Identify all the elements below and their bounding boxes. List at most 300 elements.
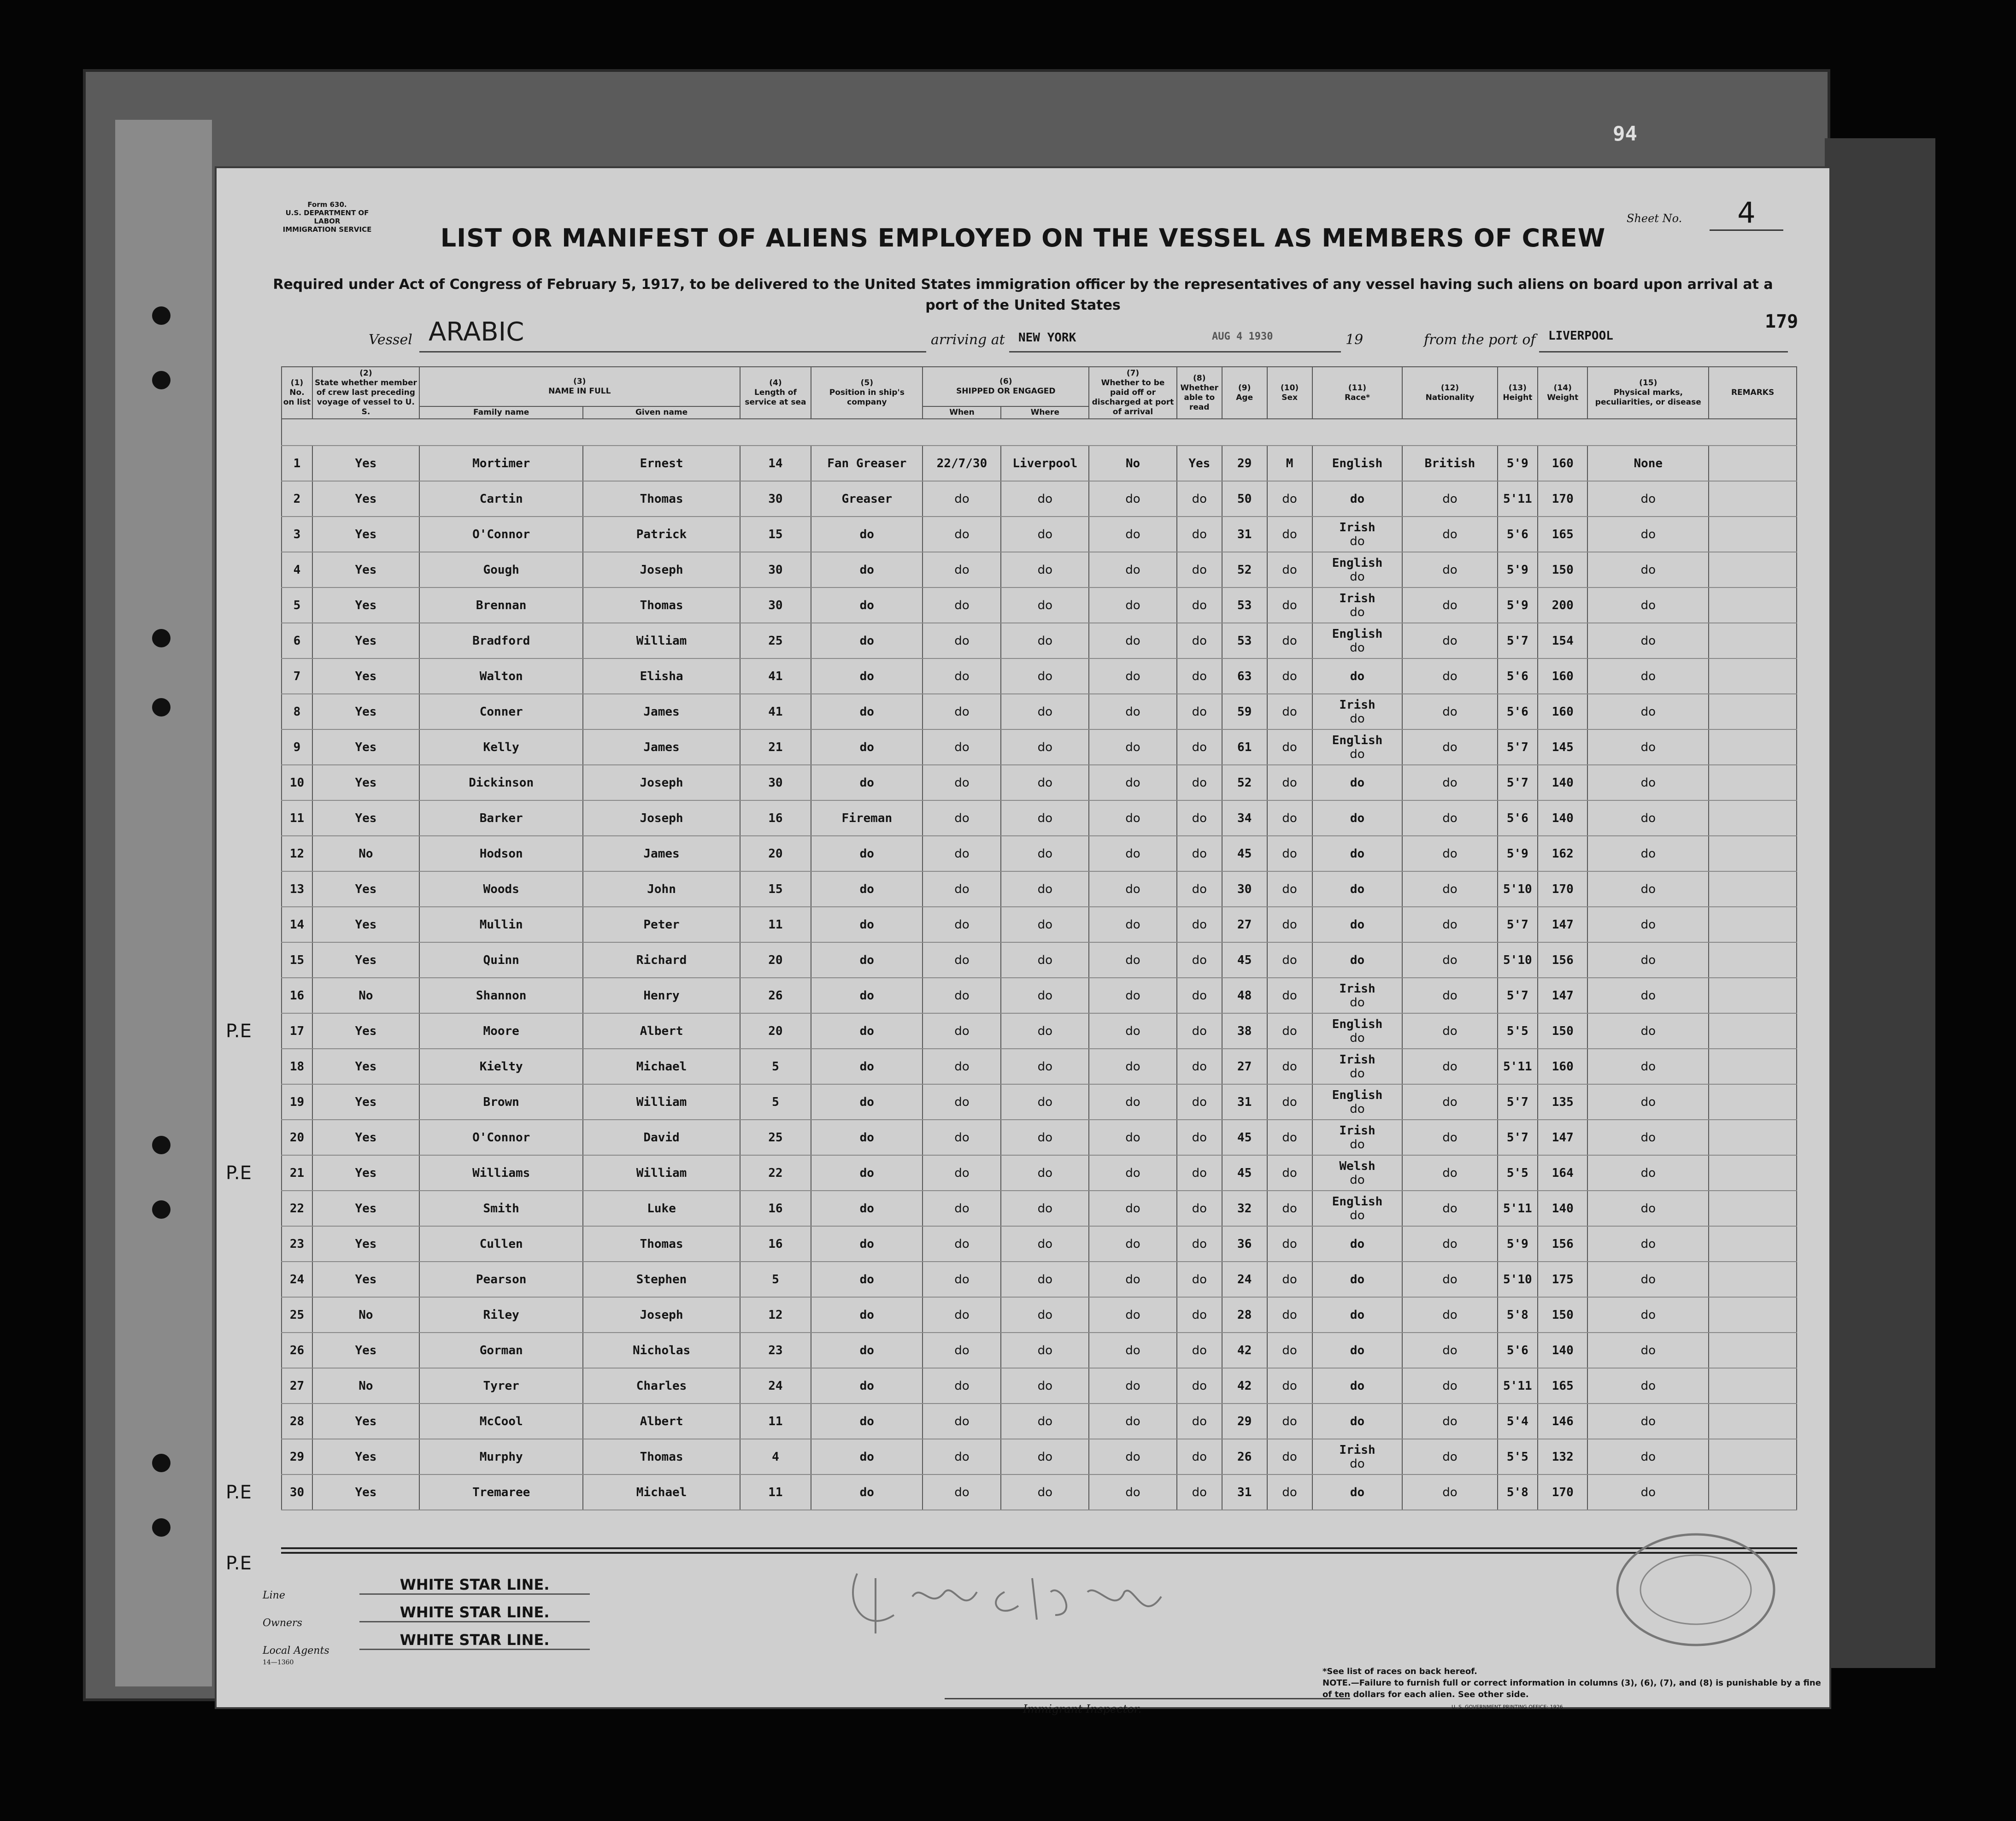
- cell-position: do: [811, 1297, 923, 1333]
- cell-marks: do: [1587, 658, 1709, 694]
- table-row: [282, 907, 1797, 942]
- table-row: [282, 1191, 1797, 1226]
- cell-service: 16: [740, 1226, 811, 1262]
- cell-sex: do: [1267, 1262, 1312, 1297]
- cell-where: do: [1001, 658, 1089, 694]
- agents-value: WHITE STAR LINE.: [359, 1631, 590, 1650]
- cell-family: O'Connor: [419, 517, 583, 552]
- cell-service: 16: [740, 1191, 811, 1226]
- cell-given: James: [583, 836, 740, 871]
- cell-where: do: [1001, 1226, 1089, 1262]
- cell-family: Moore: [419, 1013, 583, 1049]
- race-ditto: do: [1350, 712, 1365, 726]
- table-row: [282, 729, 1797, 765]
- cell-prev: Yes: [312, 552, 419, 587]
- cell-when: do: [923, 871, 1001, 907]
- cell-service: 11: [740, 1404, 811, 1439]
- cell-nationality: do: [1402, 1120, 1497, 1155]
- cell-age: 63: [1222, 658, 1267, 694]
- cell-position: Fan Greaser: [811, 446, 923, 481]
- race-value: do: [1350, 669, 1365, 683]
- col-physical-marks-header: (15) Physical marks, peculiarities, or disease: [1587, 367, 1709, 419]
- margin-note-pe: P.E: [226, 1163, 252, 1184]
- cell-prev: Yes: [312, 1404, 419, 1439]
- cell-height: 5'7: [1498, 765, 1538, 800]
- cell-weight: 200: [1538, 587, 1587, 623]
- cell-sex: do: [1267, 978, 1312, 1013]
- cell-race: [1312, 978, 1403, 1013]
- from-port-rule: [1539, 351, 1788, 352]
- race-value: do: [1350, 1343, 1365, 1357]
- cell-when: do: [923, 587, 1001, 623]
- cell-no: 8: [282, 694, 312, 729]
- cell-marks: do: [1587, 1013, 1709, 1049]
- binder-hole: [152, 1136, 170, 1154]
- cell-read: do: [1177, 836, 1222, 871]
- cell-paid: do: [1089, 1368, 1177, 1404]
- cell-race: [1312, 587, 1403, 623]
- cell-position: do: [811, 623, 923, 658]
- cell-where: do: [1001, 481, 1089, 517]
- cell-given: Albert: [583, 1404, 740, 1439]
- inspector-signature-line: [945, 1698, 1350, 1699]
- cell-race: [1312, 552, 1403, 587]
- cell-weight: 140: [1538, 1191, 1587, 1226]
- cell-read: do: [1177, 1474, 1222, 1510]
- col-remarks-header: REMARKS: [1709, 367, 1797, 419]
- cell-given: Richard: [583, 942, 740, 978]
- cell-nationality: do: [1402, 1155, 1497, 1191]
- cell-read: do: [1177, 1262, 1222, 1297]
- cell-where: do: [1001, 517, 1089, 552]
- cell-remarks: [1709, 587, 1797, 623]
- cell-height: 5'7: [1498, 729, 1538, 765]
- cell-sex: do: [1267, 871, 1312, 907]
- cell-prev: Yes: [312, 658, 419, 694]
- table-row: [282, 446, 1797, 481]
- race-value: do: [1350, 1414, 1365, 1428]
- cell-race: [1312, 1439, 1403, 1474]
- table-row: [282, 800, 1797, 836]
- cell-where: do: [1001, 1368, 1089, 1404]
- cell-given: Thomas: [583, 481, 740, 517]
- cell-sex: do: [1267, 1333, 1312, 1368]
- cell-sex: do: [1267, 1013, 1312, 1049]
- cell-sex: do: [1267, 729, 1312, 765]
- cell-position: do: [811, 978, 923, 1013]
- cell-position: do: [811, 1439, 923, 1474]
- cell-when: do: [923, 1404, 1001, 1439]
- cell-height: 5'11: [1498, 481, 1538, 517]
- cell-nationality: do: [1402, 1333, 1497, 1368]
- col-name-header: (3) NAME IN FULL: [419, 367, 740, 406]
- cell-marks: do: [1587, 1474, 1709, 1510]
- race-ditto: do: [1350, 1067, 1365, 1081]
- cell-service: 5: [740, 1262, 811, 1297]
- form-code: 14—1360: [263, 1659, 294, 1666]
- cell-race: [1312, 623, 1403, 658]
- cell-age: 32: [1222, 1191, 1267, 1226]
- line-value: WHITE STAR LINE.: [359, 1576, 590, 1595]
- cell-read: do: [1177, 1297, 1222, 1333]
- race-ditto: do: [1350, 1102, 1365, 1116]
- cell-paid: do: [1089, 552, 1177, 587]
- sheet-number-label: Sheet No.: [1627, 212, 1682, 225]
- cell-age: 53: [1222, 623, 1267, 658]
- cell-no: 9: [282, 729, 312, 765]
- cell-sex: do: [1267, 1155, 1312, 1191]
- table-row: [282, 1226, 1797, 1262]
- race-value: English: [1332, 1195, 1383, 1209]
- cell-weight: 160: [1538, 694, 1587, 729]
- cell-given: Thomas: [583, 587, 740, 623]
- cell-age: 45: [1222, 942, 1267, 978]
- cell-family: Kielty: [419, 1049, 583, 1084]
- cell-height: 5'7: [1498, 1084, 1538, 1120]
- cell-when: do: [923, 1013, 1001, 1049]
- cell-when: do: [923, 978, 1001, 1013]
- cell-when: do: [923, 907, 1001, 942]
- cell-given: John: [583, 871, 740, 907]
- cell-race: [1312, 907, 1403, 942]
- cell-age: 30: [1222, 871, 1267, 907]
- cell-when: do: [923, 481, 1001, 517]
- back-sheet-edge: [1825, 138, 1935, 1668]
- binder-hole: [152, 698, 170, 717]
- cell-position: do: [811, 729, 923, 765]
- cell-where: do: [1001, 623, 1089, 658]
- cell-read: do: [1177, 871, 1222, 907]
- cell-sex: do: [1267, 1439, 1312, 1474]
- race-value: do: [1350, 811, 1365, 825]
- cell-paid: do: [1089, 800, 1177, 836]
- cell-weight: 164: [1538, 1155, 1587, 1191]
- page-subtitle: Required under Act of Congress of February 5, 1917, to be delivered to the United States immigration officer by the representatives of any vessel having such aliens on board upon arrival at a port of the United States: [273, 276, 1773, 313]
- cell-remarks: [1709, 836, 1797, 871]
- cell-weight: 170: [1538, 871, 1587, 907]
- cell-service: 30: [740, 552, 811, 587]
- cell-age: 42: [1222, 1368, 1267, 1404]
- cell-given: Stephen: [583, 1262, 740, 1297]
- cell-position: do: [811, 1226, 923, 1262]
- cell-position: do: [811, 1474, 923, 1510]
- cell-weight: 132: [1538, 1439, 1587, 1474]
- vessel-label: Vessel: [369, 332, 412, 348]
- cell-position: do: [811, 1368, 923, 1404]
- cell-read: do: [1177, 765, 1222, 800]
- cell-family: Riley: [419, 1297, 583, 1333]
- cell-when: do: [923, 942, 1001, 978]
- col-age-header: (9) Age: [1222, 367, 1267, 419]
- cell-marks: None: [1587, 446, 1709, 481]
- cell-marks: do: [1587, 587, 1709, 623]
- cell-age: 59: [1222, 694, 1267, 729]
- cell-remarks: [1709, 765, 1797, 800]
- race-value: do: [1350, 492, 1365, 506]
- race-ditto: do: [1350, 535, 1365, 548]
- cell-where: do: [1001, 871, 1089, 907]
- cell-service: 4: [740, 1439, 811, 1474]
- cell-sex: do: [1267, 587, 1312, 623]
- cell-paid: do: [1089, 729, 1177, 765]
- cell-family: Bradford: [419, 623, 583, 658]
- cell-height: 5'6: [1498, 658, 1538, 694]
- cell-family: O'Connor: [419, 1120, 583, 1155]
- cell-paid: do: [1089, 694, 1177, 729]
- vessel-name: ARABIC: [429, 317, 524, 347]
- cell-family: Shannon: [419, 978, 583, 1013]
- cell-service: 26: [740, 978, 811, 1013]
- cell-nationality: do: [1402, 836, 1497, 871]
- cell-remarks: [1709, 1297, 1797, 1333]
- cell-no: 18: [282, 1049, 312, 1084]
- cell-service: 20: [740, 1013, 811, 1049]
- cell-height: 5'5: [1498, 1439, 1538, 1474]
- cell-marks: do: [1587, 1368, 1709, 1404]
- cell-given: James: [583, 694, 740, 729]
- cell-nationality: do: [1402, 1262, 1497, 1297]
- cell-sex: do: [1267, 1297, 1312, 1333]
- cell-family: Hodson: [419, 836, 583, 871]
- cell-age: 53: [1222, 587, 1267, 623]
- cell-family: Cullen: [419, 1226, 583, 1262]
- race-ditto: do: [1350, 1138, 1365, 1151]
- cell-race: [1312, 1262, 1403, 1297]
- cell-marks: do: [1587, 871, 1709, 907]
- cell-service: 11: [740, 1474, 811, 1510]
- cell-prev: Yes: [312, 800, 419, 836]
- cell-service: 20: [740, 836, 811, 871]
- cell-service: 20: [740, 942, 811, 978]
- cell-no: 2: [282, 481, 312, 517]
- cell-age: 27: [1222, 907, 1267, 942]
- cell-given: Albert: [583, 1013, 740, 1049]
- cell-when: do: [923, 729, 1001, 765]
- cell-no: 7: [282, 658, 312, 694]
- cell-nationality: do: [1402, 517, 1497, 552]
- cell-no: 12: [282, 836, 312, 871]
- cell-read: do: [1177, 942, 1222, 978]
- cell-position: do: [811, 517, 923, 552]
- cell-age: 50: [1222, 481, 1267, 517]
- cell-given: Joseph: [583, 1297, 740, 1333]
- cell-age: 31: [1222, 517, 1267, 552]
- cell-remarks: [1709, 446, 1797, 481]
- table-row: [282, 1155, 1797, 1191]
- cell-when: do: [923, 1439, 1001, 1474]
- table-row: [282, 517, 1797, 552]
- cell-where: do: [1001, 1333, 1089, 1368]
- line-label: Line: [263, 1590, 285, 1601]
- cell-no: 11: [282, 800, 312, 836]
- cell-height: 5'6: [1498, 800, 1538, 836]
- race-value: do: [1350, 882, 1365, 896]
- cell-remarks: [1709, 729, 1797, 765]
- binder-hole: [152, 306, 170, 325]
- cell-remarks: [1709, 1120, 1797, 1155]
- cell-given: Joseph: [583, 552, 740, 587]
- cell-family: McCool: [419, 1404, 583, 1439]
- cell-read: do: [1177, 552, 1222, 587]
- cell-race: [1312, 765, 1403, 800]
- cell-height: 5'6: [1498, 1333, 1538, 1368]
- cell-when: do: [923, 1084, 1001, 1120]
- manifest-page: [217, 168, 1829, 1715]
- table-end-rule-2: [281, 1552, 1797, 1554]
- col-sex-header: (10) Sex: [1267, 367, 1312, 419]
- race-value: do: [1350, 1485, 1365, 1499]
- cell-marks: do: [1587, 1333, 1709, 1368]
- cell-family: Murphy: [419, 1439, 583, 1474]
- cell-marks: do: [1587, 907, 1709, 942]
- cell-given: Michael: [583, 1474, 740, 1510]
- cell-nationality: do: [1402, 978, 1497, 1013]
- cell-position: do: [811, 1155, 923, 1191]
- cell-given: Peter: [583, 907, 740, 942]
- cell-weight: 146: [1538, 1404, 1587, 1439]
- cell-age: 38: [1222, 1013, 1267, 1049]
- from-port: LIVERPOOL: [1548, 329, 1613, 343]
- cell-sex: do: [1267, 552, 1312, 587]
- cell-no: 3: [282, 517, 312, 552]
- cell-nationality: do: [1402, 765, 1497, 800]
- cell-no: 23: [282, 1226, 312, 1262]
- cell-weight: 147: [1538, 1120, 1587, 1155]
- race-ditto: do: [1350, 641, 1365, 655]
- cell-read: do: [1177, 1120, 1222, 1155]
- cell-prev: Yes: [312, 1226, 419, 1262]
- cell-service: 14: [740, 446, 811, 481]
- cell-marks: do: [1587, 836, 1709, 871]
- race-value: English: [1332, 627, 1383, 641]
- cell-no: 6: [282, 623, 312, 658]
- cell-family: Gough: [419, 552, 583, 587]
- cell-sex: do: [1267, 1226, 1312, 1262]
- cell-family: Kelly: [419, 729, 583, 765]
- table-row: [282, 552, 1797, 587]
- cell-read: do: [1177, 1333, 1222, 1368]
- cell-no: 17: [282, 1013, 312, 1049]
- col-read-header: (8) Whether able to read: [1177, 367, 1222, 419]
- cell-service: 5: [740, 1084, 811, 1120]
- race-ditto: do: [1350, 605, 1365, 619]
- cell-height: 5'9: [1498, 552, 1538, 587]
- cell-service: 24: [740, 1368, 811, 1404]
- cell-marks: do: [1587, 1404, 1709, 1439]
- cell-race: [1312, 694, 1403, 729]
- cell-prev: Yes: [312, 481, 419, 517]
- cell-race: [1312, 1333, 1403, 1368]
- cell-prev: Yes: [312, 1262, 419, 1297]
- cell-read: do: [1177, 907, 1222, 942]
- cell-remarks: [1709, 481, 1797, 517]
- cell-height: 5'9: [1498, 836, 1538, 871]
- cell-paid: do: [1089, 1262, 1177, 1297]
- cell-age: 27: [1222, 1049, 1267, 1084]
- cell-sex: do: [1267, 1084, 1312, 1120]
- cell-when: do: [923, 836, 1001, 871]
- cell-position: do: [811, 871, 923, 907]
- cell-when: do: [923, 517, 1001, 552]
- cell-where: do: [1001, 836, 1089, 871]
- cell-given: Ernest: [583, 446, 740, 481]
- cell-when: do: [923, 1155, 1001, 1191]
- cell-prev: Yes: [312, 1013, 419, 1049]
- cell-service: 25: [740, 623, 811, 658]
- cell-nationality: do: [1402, 1404, 1497, 1439]
- arriving-port: NEW YORK: [1018, 331, 1076, 345]
- table-row: [282, 1262, 1797, 1297]
- cell-marks: do: [1587, 1439, 1709, 1474]
- cell-paid: do: [1089, 1191, 1177, 1226]
- cell-race: [1312, 942, 1403, 978]
- cell-age: 24: [1222, 1262, 1267, 1297]
- cell-when: do: [923, 552, 1001, 587]
- owners-label: Owners: [263, 1617, 302, 1629]
- cell-race: [1312, 1368, 1403, 1404]
- cell-no: 30: [282, 1474, 312, 1510]
- cell-paid: do: [1089, 1439, 1177, 1474]
- cell-weight: 150: [1538, 552, 1587, 587]
- cell-read: do: [1177, 623, 1222, 658]
- cell-given: Charles: [583, 1368, 740, 1404]
- cell-remarks: [1709, 694, 1797, 729]
- cell-prev: Yes: [312, 623, 419, 658]
- cell-given: Henry: [583, 978, 740, 1013]
- cell-read: do: [1177, 1404, 1222, 1439]
- cell-when: do: [923, 765, 1001, 800]
- cell-read: do: [1177, 729, 1222, 765]
- cell-height: 5'8: [1498, 1297, 1538, 1333]
- cell-age: 29: [1222, 446, 1267, 481]
- binder-strip: [115, 120, 212, 1686]
- cell-given: William: [583, 1155, 740, 1191]
- cell-position: do: [811, 942, 923, 978]
- cell-height: 5'6: [1498, 694, 1538, 729]
- vessel-name-rule: [419, 351, 926, 352]
- binder-hole: [152, 629, 170, 647]
- cell-remarks: [1709, 978, 1797, 1013]
- binder-hole: [152, 1454, 170, 1472]
- cell-race: [1312, 517, 1403, 552]
- cell-service: 11: [740, 907, 811, 942]
- arriving-label: arriving at: [931, 332, 1005, 348]
- cell-weight: 170: [1538, 1474, 1587, 1510]
- cell-weight: 147: [1538, 978, 1587, 1013]
- cell-where: do: [1001, 1474, 1089, 1510]
- footnote-penalty: NOTE.—Failure to furnish full or correct information in columns (3), (6), (7), and (8) is punishable by a fine of ten dollars for each alien. See other side.: [1322, 1678, 1821, 1699]
- cell-prev: Yes: [312, 694, 419, 729]
- cell-paid: do: [1089, 1013, 1177, 1049]
- race-ditto: do: [1350, 996, 1365, 1010]
- cell-race: [1312, 1120, 1403, 1155]
- cell-height: 5'7: [1498, 1120, 1538, 1155]
- cell-read: Yes: [1177, 446, 1222, 481]
- owners-value: WHITE STAR LINE.: [359, 1604, 590, 1622]
- cell-marks: do: [1587, 942, 1709, 978]
- table-end-rule: [281, 1547, 1797, 1549]
- cell-paid: do: [1089, 587, 1177, 623]
- cell-where: do: [1001, 765, 1089, 800]
- cell-race: [1312, 658, 1403, 694]
- table-row: [282, 1297, 1797, 1333]
- cell-when: do: [923, 1049, 1001, 1084]
- cell-marks: do: [1587, 1191, 1709, 1226]
- cell-service: 30: [740, 481, 811, 517]
- cell-height: 5'11: [1498, 1368, 1538, 1404]
- cell-height: 5'7: [1498, 907, 1538, 942]
- from-label: from the port of: [1424, 332, 1536, 348]
